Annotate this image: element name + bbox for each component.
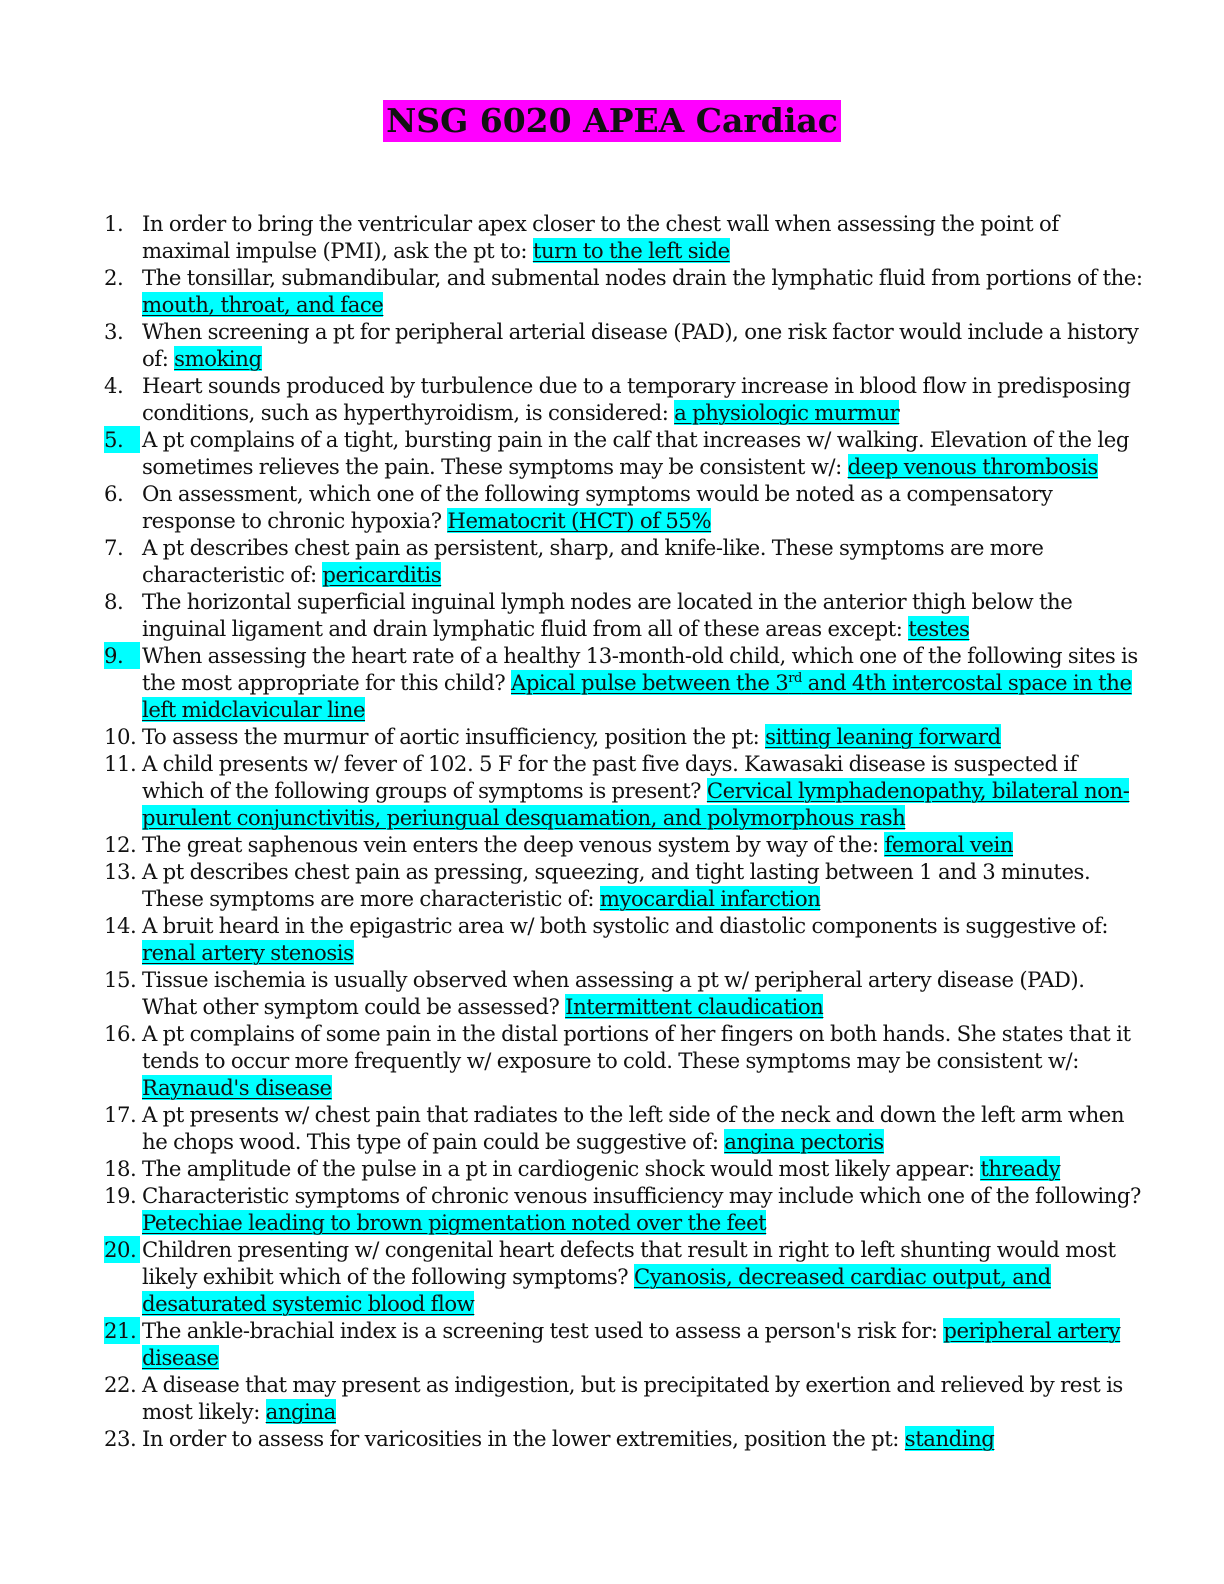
answer-text: femoral vein bbox=[884, 832, 1014, 857]
question-list bbox=[104, 210, 1144, 1452]
question-item bbox=[104, 912, 1144, 966]
question-item bbox=[104, 480, 1144, 534]
answer-text: Cyanosis, decreased cardiac output, and desaturated systemic blood flow bbox=[142, 1264, 1051, 1316]
question-number: 8. bbox=[104, 589, 124, 614]
question-number: 3. bbox=[104, 319, 124, 344]
question-number: 4. bbox=[104, 373, 124, 398]
question-number: 16. bbox=[104, 1021, 137, 1046]
question-text: The great saphenous vein enters the deep venous system by way of the: bbox=[142, 832, 885, 857]
question-text: The horizontal superficial inguinal lymph nodes are located in the anterior thigh below the inguinal ligament and drain lymphatic fluid from all of these areas except: bbox=[142, 589, 1073, 641]
answer-text-part: Apical pulse between the 3 bbox=[511, 670, 789, 695]
question-item bbox=[104, 1425, 1144, 1452]
question-number: 22. bbox=[104, 1372, 137, 1397]
question-item bbox=[104, 426, 1144, 480]
answer-text-part: and 4th intercostal space in the left midclavicular line bbox=[142, 670, 1132, 722]
question-item bbox=[104, 210, 1144, 264]
question-number: 17. bbox=[104, 1102, 137, 1127]
answer-text: testes bbox=[908, 616, 970, 641]
question-text: A pt presents w/ chest pain that radiates to the left side of the neck and down the left arm when he chops wood. This type of pain could be suggestive of: bbox=[142, 1102, 1125, 1154]
question-number: 18. bbox=[104, 1156, 137, 1181]
question-text: When assessing the heart rate of a healthy 13-month-old child, which one of the following sites is the most appropriate for this child? bbox=[142, 643, 1138, 695]
question-item bbox=[104, 750, 1144, 831]
question-item bbox=[104, 1236, 1144, 1317]
answer-superscript: rd bbox=[788, 670, 802, 686]
answer-text: Petechiae leading to brown pigmentation noted over the feet bbox=[142, 1210, 767, 1235]
answer-text: pericarditis bbox=[322, 562, 442, 587]
question-item bbox=[104, 858, 1144, 912]
question-item bbox=[104, 1020, 1144, 1101]
answer-text: Cervical lymphadenopathy, bilateral non-purulent conjunctivitis, periungual desquamation, and polymorphous rash bbox=[142, 778, 1130, 830]
question-text: A pt describes chest pain as pressing, squeezing, and tight lasting between 1 and 3 minutes. These symptoms are more characteristic of: bbox=[142, 859, 1091, 911]
question-text: In order to assess for varicosities in the lower extremities, position the pt: bbox=[142, 1426, 905, 1451]
question-number: 23. bbox=[104, 1426, 137, 1451]
question-number: 15. bbox=[104, 967, 137, 992]
answer-text: smoking bbox=[174, 346, 262, 371]
answer-text: turn to the left side bbox=[532, 238, 730, 263]
question-text: A bruit heard in the epigastric area w/ both systolic and diastolic components is suggestive of: bbox=[142, 913, 1109, 938]
question-item bbox=[104, 831, 1144, 858]
answer-text: mouth, throat, and face bbox=[142, 292, 384, 317]
question-text: The amplitude of the pulse in a pt in cardiogenic shock would most likely appear: bbox=[142, 1156, 981, 1181]
question-number: 6. bbox=[104, 481, 124, 506]
question-number: 1. bbox=[104, 211, 124, 236]
answer-text: sitting leaning forward bbox=[765, 724, 1001, 749]
question-text: The ankle-brachial index is a screening test used to assess a person's risk for: bbox=[142, 1318, 944, 1343]
answer-text: a physiologic murmur bbox=[674, 400, 900, 425]
question-text: On assessment, which one of the following symptoms would be noted as a compensatory response to chronic hypoxia? bbox=[142, 481, 1053, 533]
answer-text: Raynaud's disease bbox=[142, 1075, 332, 1100]
question-item bbox=[104, 264, 1144, 318]
question-text: To assess the murmur of aortic insufficiency, position the pt: bbox=[142, 724, 766, 749]
question-item bbox=[104, 723, 1144, 750]
question-item bbox=[104, 1101, 1144, 1155]
question-item bbox=[104, 1155, 1144, 1182]
question-item bbox=[104, 966, 1144, 1020]
question-text: A pt complains of some pain in the distal portions of her fingers on both hands. She states that it tends to occur more frequently w/ exposure to cold. These symptoms may be consistent w/: bbox=[142, 1021, 1131, 1073]
question-number: 9. bbox=[104, 642, 140, 669]
question-text: Characteristic symptoms of chronic venous insufficiency may include which one of the following? bbox=[142, 1183, 1141, 1208]
question-number: 10. bbox=[104, 724, 137, 749]
question-text: A pt describes chest pain as persistent, sharp, and knife-like. These symptoms are more characteristic of: bbox=[142, 535, 1044, 587]
question-number: 5. bbox=[104, 426, 140, 453]
question-text: The tonsillar, submandibular, and submental nodes drain the lymphatic fluid from portions of the: bbox=[142, 265, 1143, 290]
question-item bbox=[104, 1317, 1144, 1371]
question-text: A disease that may present as indigestion, but is precipitated by exertion and relieved by rest is most likely: bbox=[142, 1372, 1123, 1424]
question-item bbox=[104, 318, 1144, 372]
document-title: NSG 6020 APEA Cardiac bbox=[383, 100, 841, 142]
answer-text: angina bbox=[265, 1399, 336, 1424]
answer-text: standing bbox=[904, 1426, 995, 1451]
answer-text: angina pectoris bbox=[724, 1129, 884, 1154]
question-number: 19. bbox=[104, 1183, 137, 1208]
answer-text: peripheral artery disease bbox=[142, 1318, 1121, 1370]
question-number: 13. bbox=[104, 859, 137, 884]
question-number: 20. bbox=[104, 1236, 140, 1263]
answer-text: renal artery stenosis bbox=[142, 940, 354, 965]
question-number: 12. bbox=[104, 832, 137, 857]
question-item bbox=[104, 534, 1144, 588]
question-text: Heart sounds produced by turbulence due to a temporary increase in blood flow in predisposing conditions, such as hyperthyroidism, is considered: bbox=[142, 373, 1131, 425]
question-number: 2. bbox=[104, 265, 124, 290]
question-number: 11. bbox=[104, 751, 137, 776]
answer-text: thready bbox=[980, 1156, 1061, 1181]
question-item bbox=[104, 372, 1144, 426]
answer-text: myocardial infarction bbox=[599, 886, 821, 911]
title-wrap bbox=[0, 100, 1224, 142]
question-text: Tissue ischemia is usually observed when assessing a pt w/ peripheral artery disease (PAD). What other symptom could be assessed? bbox=[142, 967, 1085, 1019]
question-text: A pt complains of a tight, bursting pain in the calf that increases w/ walking. Elevation of the leg sometimes relieves the pain. These symptoms may be consistent w/: bbox=[142, 427, 1129, 479]
answer-text: Hematocrit (HCT) of 55% bbox=[447, 508, 712, 533]
answer-text: Intermittent claudication bbox=[565, 994, 824, 1019]
question-item bbox=[104, 588, 1144, 642]
question-text: A child presents w/ fever of 102. 5 F for the past five days. Kawasaki disease is suspected if which of the following groups of symptoms is present? bbox=[142, 751, 1078, 803]
question-item bbox=[104, 1182, 1144, 1236]
question-text: When screening a pt for peripheral arterial disease (PAD), one risk factor would include a history of: bbox=[142, 319, 1139, 371]
question-item bbox=[104, 1371, 1144, 1425]
question-item bbox=[104, 642, 1144, 723]
answer-text: deep venous thrombosis bbox=[847, 454, 1098, 479]
question-text: Children presenting w/ congenital heart defects that result in right to left shunting would most likely exhibit which of the following symptoms? bbox=[142, 1237, 1116, 1289]
question-number: 14. bbox=[104, 913, 137, 938]
question-text: In order to bring the ventricular apex closer to the chest wall when assessing the point of maximal impulse (PMI), ask the pt to: bbox=[142, 211, 1059, 263]
question-number: 21. bbox=[104, 1317, 140, 1344]
question-number: 7. bbox=[104, 535, 124, 560]
